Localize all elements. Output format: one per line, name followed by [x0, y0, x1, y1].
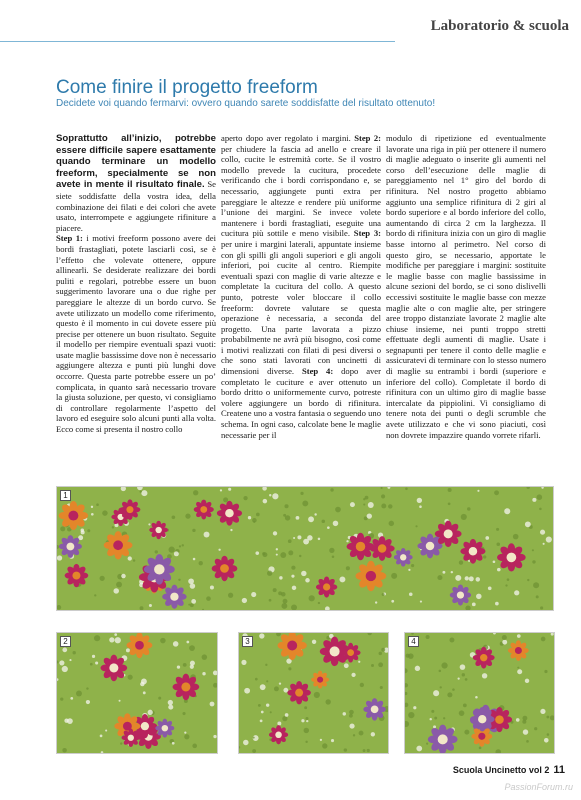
crochet-flower [356, 561, 387, 591]
step-4-text: dopo aver completato le cuciture e aver ottenuto un bordo dritto o uniformemente curvo, potreste volere aggiungere un bordo di rifinitura. Createne uno a vostra fantasia o seguendo uno schema. In ogni caso, calcolate bene le maglie necessarie per il [221, 366, 381, 440]
crochet-flower [127, 633, 153, 658]
crochet-flower [450, 584, 471, 605]
crochet-flower [162, 585, 186, 609]
crochet-flower [149, 521, 168, 540]
crochet-flower [460, 539, 485, 564]
crochet-flower [347, 533, 375, 561]
crochet-collar-illustration [57, 487, 553, 610]
crochet-flower [428, 725, 458, 753]
crochet-flower [65, 564, 89, 587]
watermark: PassionForum.ru [504, 782, 573, 792]
crochet-flower [311, 671, 329, 689]
page-number: 11 [553, 764, 565, 776]
photo-number-badge: 1 [60, 490, 71, 501]
article-title: Come finire il progetto freeform [56, 77, 318, 98]
article-subtitle: Decidete voi quando fermarvi: ovvero quando sarete soddisfatte del risultato ottenuto! [56, 98, 436, 109]
crochet-flower [435, 521, 462, 547]
header-divider [0, 41, 395, 42]
text-column-3 [386, 133, 546, 440]
crochet-photo-4 [404, 632, 555, 754]
crochet-flower [173, 674, 200, 701]
crochet-flower [269, 725, 288, 744]
crochet-flower [508, 640, 529, 661]
section-title: Laboratorio & scuola [430, 18, 569, 34]
magazine-name: Scuola Uncinetto vol 2 [452, 765, 550, 775]
photo-number-badge: 2 [60, 636, 71, 647]
paragraph-text: Se siete soddisfatte della vostra idea, della combinazione dei filati e dei colori che avete usato, interrompete e aggiungete rifiniture a piacere. [56, 179, 216, 233]
crochet-flower [122, 728, 141, 747]
crochet-flower [497, 543, 526, 571]
crochet-flower [144, 554, 175, 584]
paragraph-text: aperto dopo aver regolato i margini. [221, 133, 355, 143]
step-3-text: per unire i margini laterali, appuntate insieme con gli spilli gli angoli superiori e gli angoli inferiori, poi cucite al centro. Riempite eventuali spazi con maglie di varie altezze e completate la cucitura del collo. A questo punto, potreste voler bloccare il collo freeform: dovrete valutare se questa operazione è necessaria, a seconda del progetto. Una parte lavorata a pizzo probabilmente ne avrà più bisogno, così come i motivi realizzati con filati di pesi diversi o che sono stati lavorati con uncinetti di dimensioni diverse. [221, 238, 381, 377]
crochet-detail-illustration [57, 633, 217, 753]
step-2-text: per chiudere la fascia ad anello e creare il collo, cucite le estremità corte. Se il vostro modello prevede la cucitura, procedete verificando che i bordi corrispondano e, se necessario, aggiungete punti extra per pareggiare le altezze e rendere più uniforme l’unione dei margini. Se invece volete mantenere i bordi frastagliati, eseguite una cucitura più sottile e meno visibile. [221, 143, 381, 239]
step-1-label: Step 1: [56, 233, 83, 244]
step-4-label: Step 4: [301, 366, 334, 377]
crochet-photo-2 [56, 632, 218, 754]
crochet-flower [120, 499, 141, 520]
crochet-flower [59, 535, 82, 558]
crochet-flower [316, 576, 337, 597]
step-3-label: Step 3: [353, 228, 381, 239]
crochet-flower [470, 707, 495, 732]
crochet-flower [100, 655, 127, 682]
crochet-flower [155, 719, 174, 738]
paragraph-text: modulo di ripetizione ed eventualmente lavorate una riga in più per ottenere il numero di maglie adeguato o inserite gli aumenti nel corso dell’esecuzione delle maglie di pareggiamento nel 1° giro del bordo di rifinitura. Nel nostro progetto abbiamo aggiunto una semplice rifinitura di 2 giri al bordo superiore e al bordo inferiore del collo, aumentando di circa 2 cm la larghezza. Il bordo di rifinitura inizia con un giro di maglie basse intorno al perimetro. Nel corso di questo giro, se necessario, apportate le modifiche per pareggiare i margini: sostituite le maglie basse con maglie bassissime in alcune sezioni del bordo, se ci sono dislivelli eccessivi sostituite le maglie basse con mezze maglie alte o con maglie alte, per stringere aree troppo distanziate lavorate 2 maglie alte chiuse insieme, nei punti troppo stretti effettuate degli aumenti di maglie. Usate i segnapunti per tenere il conto delle maglie e assicuratevi di terminare con lo stesso numero di maglie su entrambi i bordi (superiore e inferiore del collo). Completate il bordo di rifinitura con un ultimo giro di maglie basse intercalate da pippiolini. Vi consigliamo di tenere nota dei punti o degli scrumble che avete utilizzato e che vi sono piaciuti, così non dovrete impazzire quando vorrete rifarli. [386, 133, 546, 440]
crochet-flower [417, 534, 442, 559]
crochet-photo-3 [238, 632, 389, 754]
crochet-flower [363, 698, 386, 720]
crochet-photo-1 [56, 486, 554, 611]
photo-number-badge: 3 [242, 636, 253, 647]
page-footer [453, 764, 565, 776]
lead-paragraph: Soprattutto all’inizio, potrebbe essere difficile sapere esattamente quando terminare un modello freeform, specialmente se non avete in mente il risultato finale. [56, 133, 216, 191]
crochet-flower [341, 643, 361, 663]
crochet-flower [59, 501, 88, 530]
crochet-detail-illustration [405, 633, 554, 753]
crochet-flower [287, 681, 311, 704]
page-header [0, 0, 581, 50]
crochet-flower [394, 548, 413, 567]
crochet-flower [212, 556, 238, 581]
crochet-flower [104, 531, 133, 559]
crochet-flower [194, 500, 214, 520]
text-column-2 [221, 133, 381, 440]
crochet-flower [473, 647, 495, 669]
crochet-flower [217, 501, 242, 526]
text-column-1 [56, 133, 216, 435]
step-2-label: Step 2: [354, 133, 381, 143]
photo-number-badge: 4 [408, 636, 419, 647]
crochet-detail-illustration [239, 633, 388, 753]
step-1-text: i motivi freeform possono avere dei bordi frastagliati, potete lasciarli così, se è l’effetto che volevate ottenere, oppure allinearli. Se desiderate realizzare dei bordi puliti e regolari, potrebbe essere un buon suggerimento lavorare una o due righe per pareggiare le altezze di un bordo curvo. Se avete utilizzato un modello come riferimento, questo è il momento in cui dovete essere più precise per ottenere un buon risultato. Seguite il modello per riempire eventuali spazi vuoti: usate maglie bassissime dove non è necessario aggiungere altezza e punti più lunghi dove occorre. Questa parte potrebbe essere un po’ complicata, in quanto sarà necessario trovare la giusta soluzione, per questo, vi consigliamo di controllare regolarmente l’aspetto del lavoro ed eseguire solo alcuni punti alla volta. Ecco come si presenta il nostro collo [56, 233, 216, 435]
